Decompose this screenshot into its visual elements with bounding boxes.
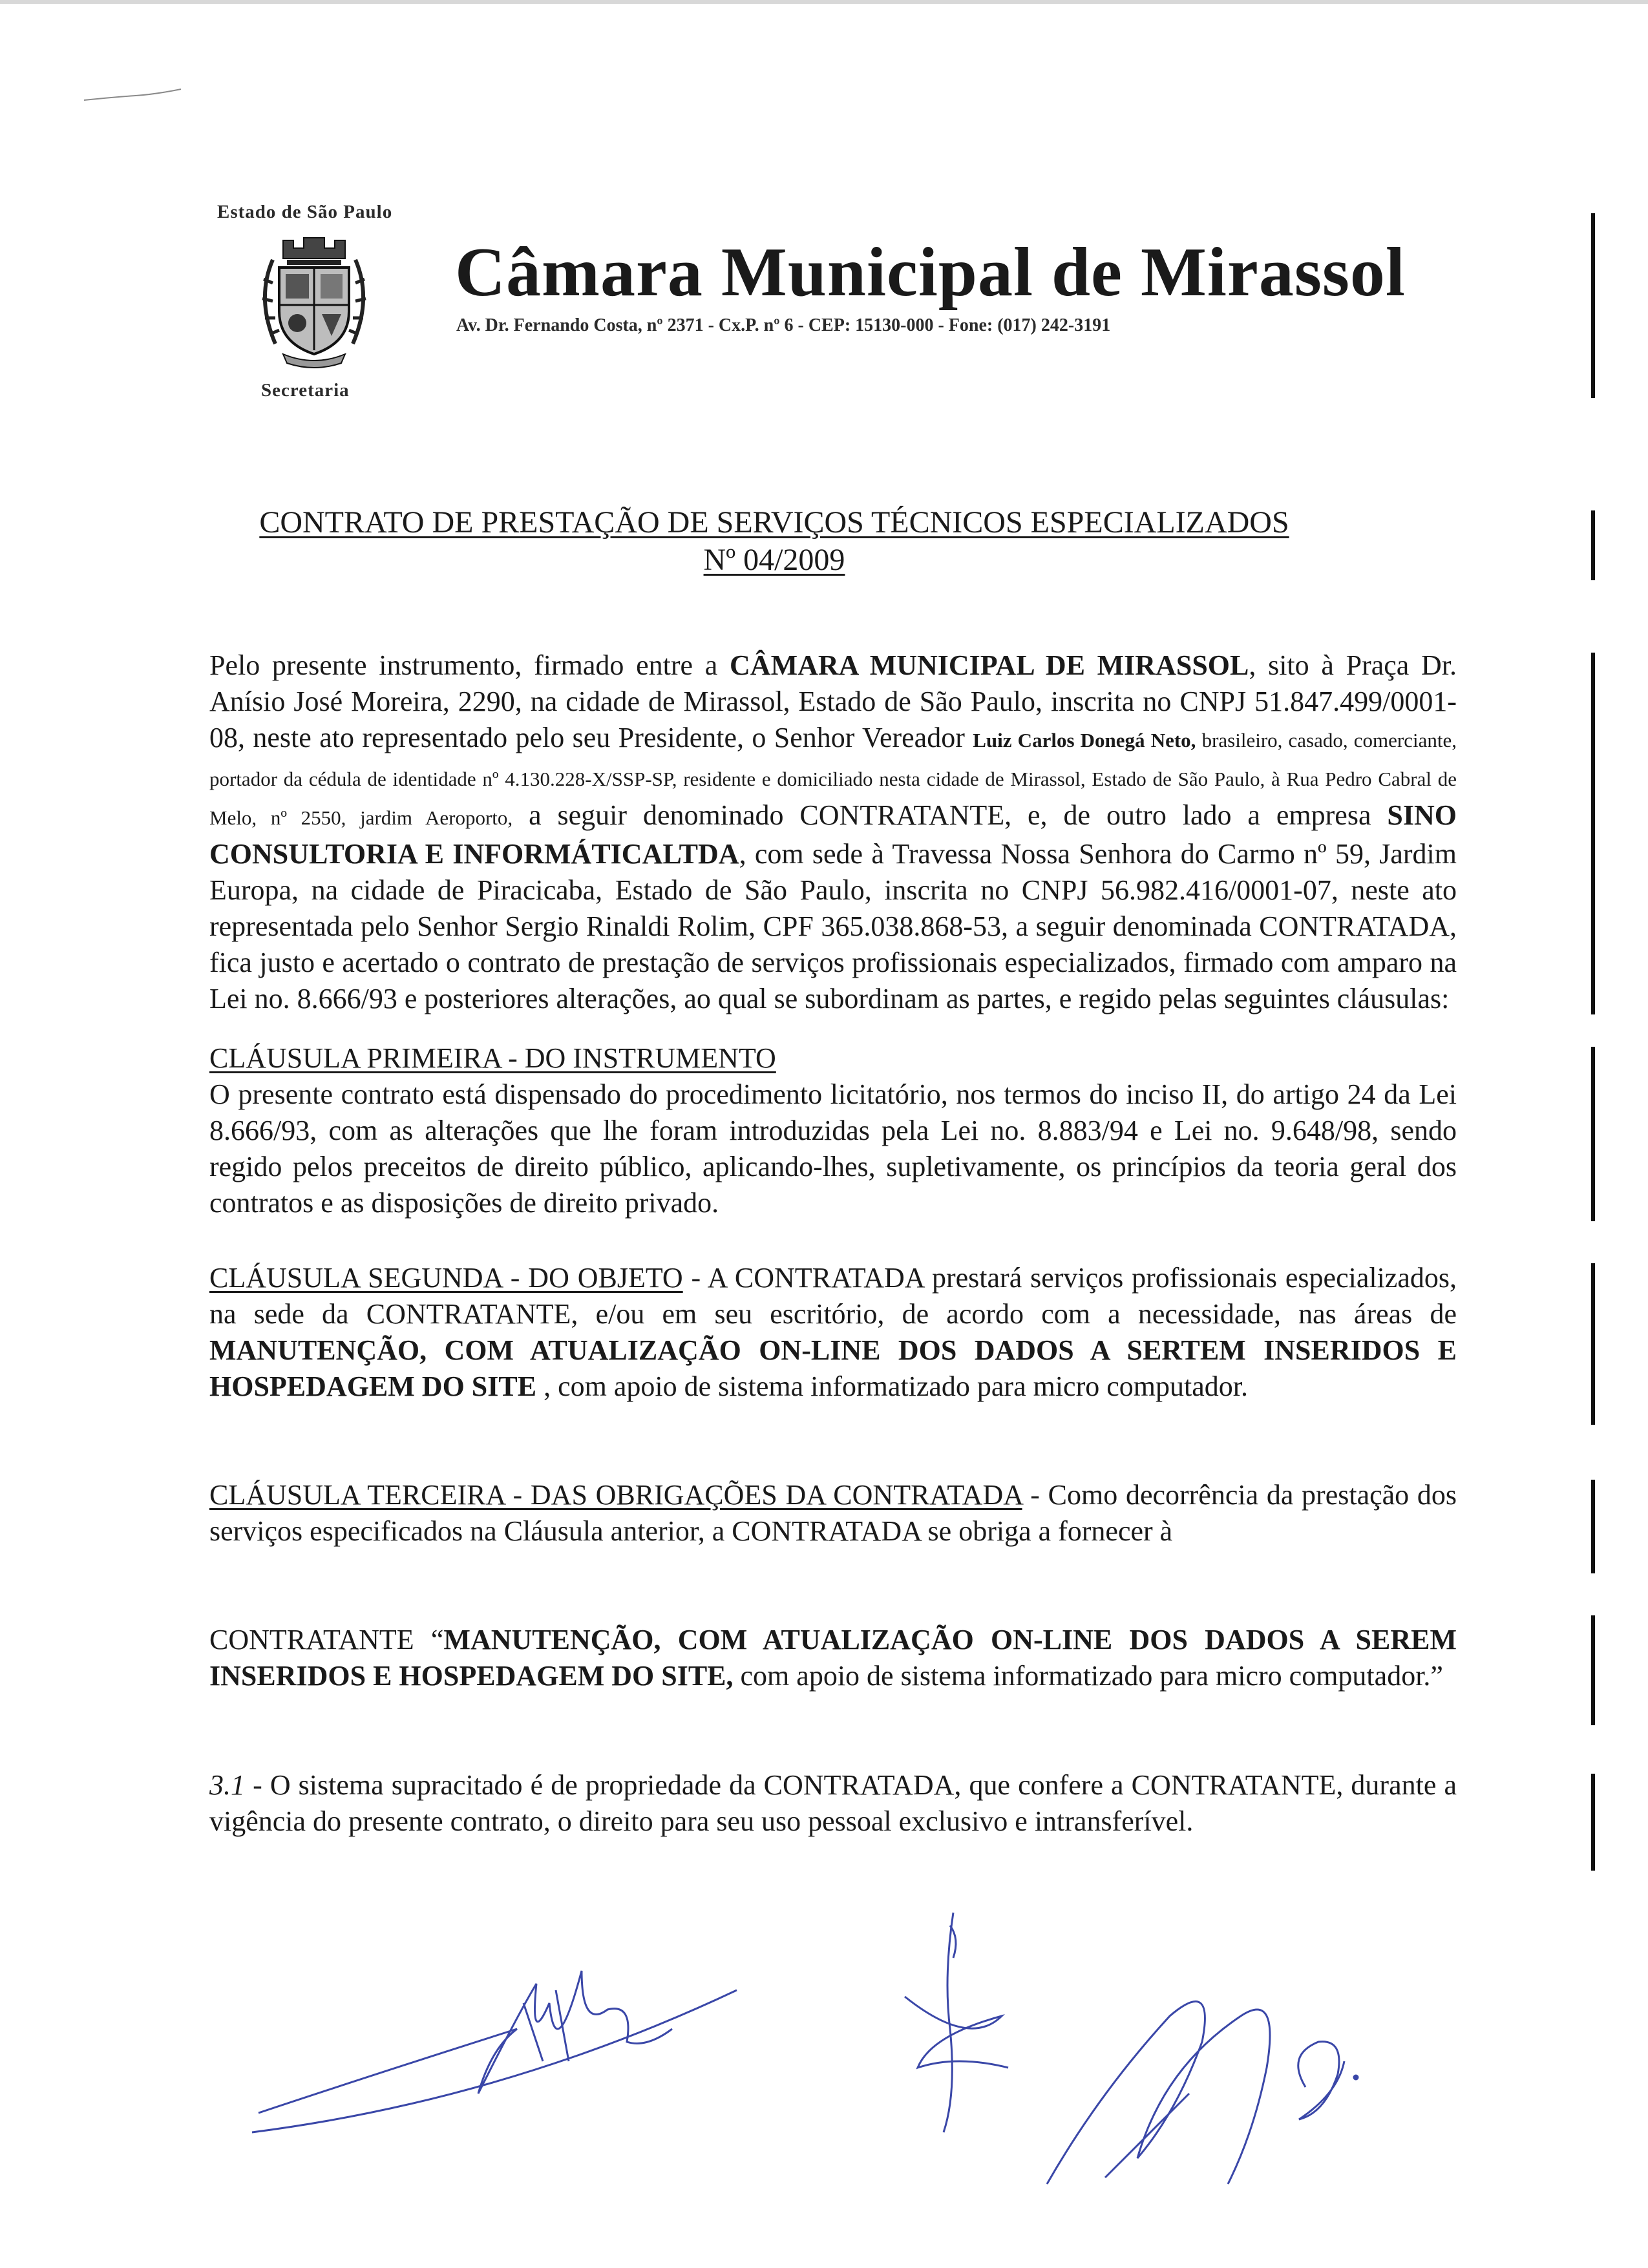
clause-third-continuation: CONTRATANTE “MANUTENÇÃO, COM ATUALIZAÇÃO ON-LINE DOS DADOS A SEREM INSERIDOS E HOSPEDAGEM DO SITE, com apoio de sistema informatizado para micro computador.”	[209, 1624, 1457, 1692]
clause-second-heading: CLÁUSULA SEGUNDA - DO OBJETO	[209, 1262, 683, 1294]
contract-title: CONTRATO DE PRESTAÇÃO DE SERVIÇOS TÉCNICOS ESPECIALIZADOS	[259, 505, 1289, 540]
signature-2-icon	[905, 1913, 1008, 2132]
signature-4-icon	[1298, 2042, 1358, 2119]
item-3-1: 3.1 - O sistema supracitado é de propriedade da CONTRATADA, que confere a CONTRATANTE, durante a vigência do presente contrato, o direito para seu uso pessoal exclusivo e intransferível.	[209, 1769, 1457, 1837]
clause-first-heading: CLÁUSULA PRIMEIRA - DO INSTRUMENTO	[209, 1042, 776, 1074]
contract-number: Nº 04/2009	[703, 543, 845, 577]
margin-mark	[1591, 1615, 1595, 1725]
margin-mark	[1591, 1774, 1595, 1871]
organization-address: Av. Dr. Fernando Costa, nº 2371 - Cx.P. nº 6 - CEP: 15130-000 - Fone: (017) 242-3191	[456, 315, 1111, 335]
margin-mark	[1591, 653, 1595, 1014]
margin-mark	[1591, 1047, 1595, 1221]
clause-second: CLÁUSULA SEGUNDA - DO OBJETO - A CONTRATADA prestará serviços profissionais especializados, na sede da CONTRATANTE, e/ou em seu escritório, de acordo com a necessidade, nas áreas de MANUTENÇÃO, COM ATUALIZAÇÃO ON-LINE DOS DADOS A SERTEM INSERIDOS E HOSPEDAGEM DO SITE , com apoio de sistema informatizado para micro computador.	[209, 1262, 1457, 1402]
margin-mark	[1591, 1263, 1595, 1425]
clause-third: CLÁUSULA TERCEIRA - DAS OBRIGAÇÕES DA CONTRATADA - Como decorrência da prestação dos serviços especificados na Cláusula anterior, a CONTRATADA se obriga a fornecer à	[209, 1479, 1457, 1547]
margin-mark	[1591, 213, 1595, 398]
margin-mark	[1591, 1480, 1595, 1573]
signatures-area	[246, 1900, 1538, 2210]
state-label: Estado de São Paulo	[217, 202, 393, 222]
municipal-coat-of-arms-icon	[244, 234, 384, 370]
intro-paragraph: Pelo presente instrumento, firmado entre a CÂMARA MUNICIPAL DE MIRASSOL, sito à Praça Dr. Anísio José Moreira, 2290, na cidade de Mirassol, Estado de São Paulo, inscrita no CNPJ 51.847.499/0001-08, neste ato representado pelo seu Presidente, o Senhor Vereador Luiz Carlos Donegá Neto, brasileiro, casado, comerciante, portador da cédula de identidade nº 4.130.228-X/SSP-SP, residente e domiciliado nesta cidade de Mirassol, Estado de São Paulo, à Rua Pedro Cabral de Melo, nº 2550, jardim Aeroporto, a seguir denominado CONTRATANTE, e, de outro lado a empresa SINO CONSULTORIA E INFORMÁTICALTDA, com sede à Travessa Nossa Senhora do Carmo nº 59, Jardim Europa, na cidade de Piracicaba, Estado de São Paulo, inscrita no CNPJ 56.982.416/0001-07, neste ato representada pelo Senhor Sergio Rinaldi Rolim, CPF 365.038.868-53, a seguir denominada CONTRATADA, fica justo e acertado o contrato de prestação de serviços profissionais especializados, firmado com amparo na Lei no. 8.666/93 e posteriores alterações, ao qual se subordinam as partes, e regido pelas seguintes cláusulas:	[209, 649, 1457, 1014]
organization-name: Câmara Municipal de Mirassol	[455, 234, 1406, 311]
scan-artifact	[78, 84, 194, 110]
department-label: Secretaria	[261, 380, 350, 401]
clause-third-heading: CLÁUSULA TERCEIRA - DAS OBRIGAÇÕES DA CONTRATADA	[209, 1479, 1022, 1511]
margin-mark	[1591, 510, 1595, 580]
signature-1-icon	[252, 1971, 737, 2132]
clause-first: CLÁUSULA PRIMEIRA - DO INSTRUMENTO O presente contrato está dispensado do procedimento licitatório, nos termos do inciso II, do artigo 24 da Lei 8.666/93, com as alterações que lhe foram introduzidas pela Lei no. 8.883/94 e Lei no. 9.648/98, sendo regido pelos preceitos de direito público, aplicando-lhes, supletivamente, os princípios da teoria geral dos contratos e as disposições de direito privado.	[209, 1042, 1457, 1219]
signature-3-icon	[1047, 2002, 1270, 2185]
page-top-edge	[0, 0, 1648, 4]
